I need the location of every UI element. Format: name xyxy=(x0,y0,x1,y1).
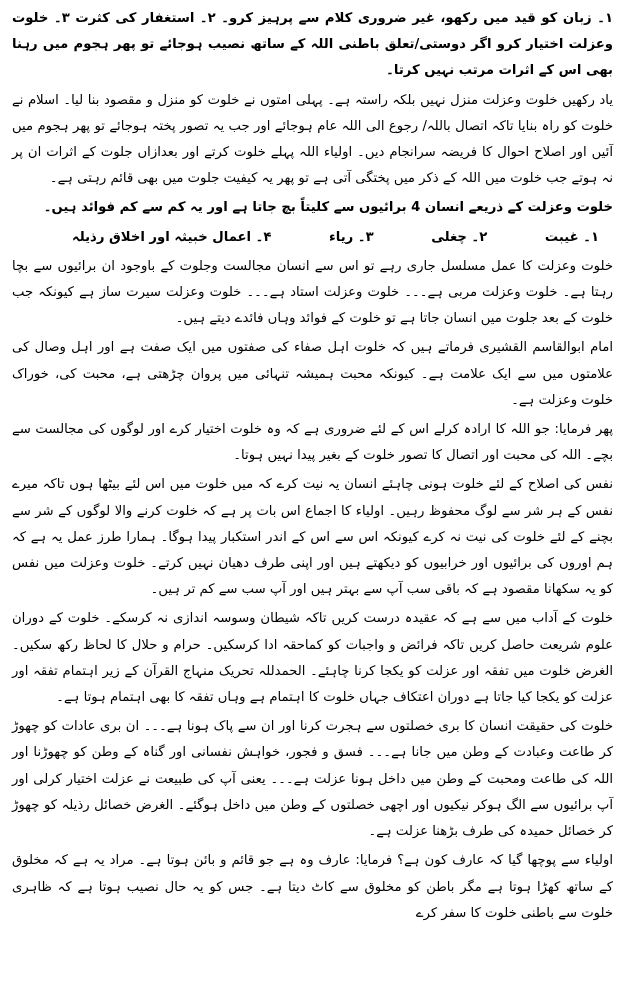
paragraph-seclusion-path: یاد رکھیں خلوت وعزلت منزل نہیں بلکہ راستہ ہے۔ پہلی امتوں نے خلوت کو منزل و مقصود بنا لیا۔ اسلام نے خلوت کو راہ بنایا تاکہ اتصال باللہ/ رجوع الی اللہ عام ہوجائے اور جب یہ تصور پختہ ہوجائے تو پھر ہجوم میں آئیں اور اصلاح احوال کا فریضہ سرانجام دیں۔ اولیاء اللہ پہلے خلوت کرتے اور بعدازاں جلوت کے اثرات ان پر نہ ہوتے جب خلوت میں اللہ کے ذکر میں پختگی آتی ہے تو پھر یہ کیفیت جلوت میں بھی قائم رہتی ہے۔ xyxy=(12,92,613,187)
paragraph-etiquette: خلوت کے آداب میں سے ہے کہ عقیدہ درست کریں تاکہ شیطان وسوسہ اندازی نہ کرسکے۔ خلوت کے دوران علوم شریعت حاصل کریں تاکہ فرائض و واجبات کو کماحقہ ادا کرسکیں۔ حرام و حلال کا لحاظ رکھ سکیں۔ الغرض خلوت میں تفقہ اور عزلت کو یکجا کرنا چاہئے۔ الحمدللہ تحریک منہاج القرآن کے زیر اہتمام تفقہ اور عزلت کو یکجا کیا جاتا ہے دوران اعتکاف جہاں خلوت کا اہتمام ہے وہاں تفقہ کا بھی اہتمام ہوتا ہے۔ xyxy=(12,611,613,706)
evil-item-slander: ۲۔ چغلی xyxy=(431,229,488,245)
evil-item-showing-off: ۳۔ ریاء xyxy=(329,229,374,245)
paragraph-self-reform: نفس کی اصلاح کے لئے خلوت ہونی چاہئے انسان یہ نیت کرے کہ میں خلوت میں اس لئے بیٹھا ہوں تاکہ میرے نفس کے ہر شر سے لوگ محفوظ رہیں۔ اولیاء کا اجماع اس بات پر ہے کہ خلوت کرنے والا لوگوں کے شر سے بچنے کے لئے خلوت کی نیت نہ کرے کیونکہ اس سے اس کے اندر استکبار پیدا ہوگا۔ ہمارا طرز عمل یہ ہے کہ ہم اوروں کی برائیوں اور خرابیوں کو دیکھتے ہیں اور اپنی طرف دھیان نہیں کرتے۔ خلوت وعزلت میں نفس کو یہ سکھانا مقصود ہے کہ باقی سب آپ سے بہتر ہیں اور آپ سب سے کم تر ہیں۔ xyxy=(12,477,613,598)
paragraph-imam-qushayri: امام ابوالقاسم القشیری فرماتے ہیں کہ خلوت اہل صفاء کی صفتوں میں ایک صفت ہے اور اہل وصال کی علامتوں میں سے ایک علامت ہے۔ کیونکہ محبت ہمیشہ تنہائی میں پروان چڑھتی ہے، محبت کی، خوراک خلوت وعزلت ہے۔ xyxy=(12,340,613,408)
paragraph-seclusion-steps: ۱۔ زبان کو قید میں رکھو، غیر ضروری کلام سے پرہیز کرو۔ ۲۔ استغفار کی کثرت ۳۔ خلوت وعزلت اختیار کرو اگر دوستی/تعلق باطنی اللہ کے ساتھ نصیب ہوجائے تو پھر ہجوم میں رہنا بھی اس کے اثرات مرتب نہیں کرتا۔ xyxy=(12,11,613,79)
evil-item-evil-deeds: ۴۔ اعمال خبیثہ اور اخلاق رذیلہ xyxy=(72,229,272,245)
evil-item-backbiting: ۱۔ غیبت xyxy=(544,229,599,245)
paragraph-continuous-seclusion: خلوت وعزلت کا عمل مسلسل جاری رہے تو اس سے انسان مجالست وجلوت کے باوجود ان برائیوں سے بچا رہتا ہے۔ خلوت وعزلت مربی ہے۔۔۔ خلوت وعزلت استاد ہے۔۔۔ خلوت وعزلت سیرت ساز ہے کیونکہ جب خلوت کے بعد جلوت میں انسان جاتا ہے تو خلوت کے فوائد وہاں فائدے دیتے ہیں۔ xyxy=(12,258,613,327)
paragraph-the-gnostic: اولیاء سے پوچھا گیا کہ عارف کون ہے؟ فرمایا: عارف وہ ہے جو قائم و بائن ہوتا ہے۔ مراد یہ ہے کہ مخلوق کے ساتھ کھڑا ہوتا ہے مگر باطن کو مخلوق سے کاٹ دیتا ہے۔ جس کو یہ حال نصیب ہوتا ہے کہ ظاہری خلوت سے باطنی خلوت کا سفر کرے xyxy=(12,853,613,921)
paragraph-four-evils-intro: خلوت وعزلت کے ذریعے انسان 4 برائیوں سے کلیتاً بچ جاتا ہے اور یہ کم سے کم فوائد ہیں۔ xyxy=(43,200,613,216)
evils-list xyxy=(12,225,613,251)
paragraph-reality-of-seclusion: خلوت کی حقیقت انسان کا بری خصلتوں سے ہجرت کرنا اور ان سے پاک ہونا ہے۔۔۔ ان بری عادات کو چھوڑ کر طاعت وعبادت کے وطن میں جانا ہے۔۔۔ فسق و فجور، خواہش نفسانی اور گناہ کے وطن کو چھوڑنا اور اللہ کی طاعت ومحبت کے وطن میں داخل ہونا عزلت ہے۔۔۔ یعنی آپ کی طبیعت نے عزلت اختیار کرلی اور آپ برائیوں سے الگ ہوکر نیکیوں اور اچھی خصلتوں کے وطن میں داخل ہوگئے۔ الغرض خصائل رذیلہ کو چھوڑ کر خصائل حمیدہ کی طرف بڑھنا عزلت ہے۔ xyxy=(12,719,613,840)
paragraph-love-of-allah: پھر فرمایا: جو اللہ کا ارادہ کرلے اس کے لئے ضروری ہے کہ وہ خلوت اختیار کرے اور لوگوں کی مجالست سے بچے۔ اللہ کی محبت اور اتصال کا تصور خلوت کے بغیر پیدا نہیں ہوتا۔ xyxy=(12,422,613,464)
